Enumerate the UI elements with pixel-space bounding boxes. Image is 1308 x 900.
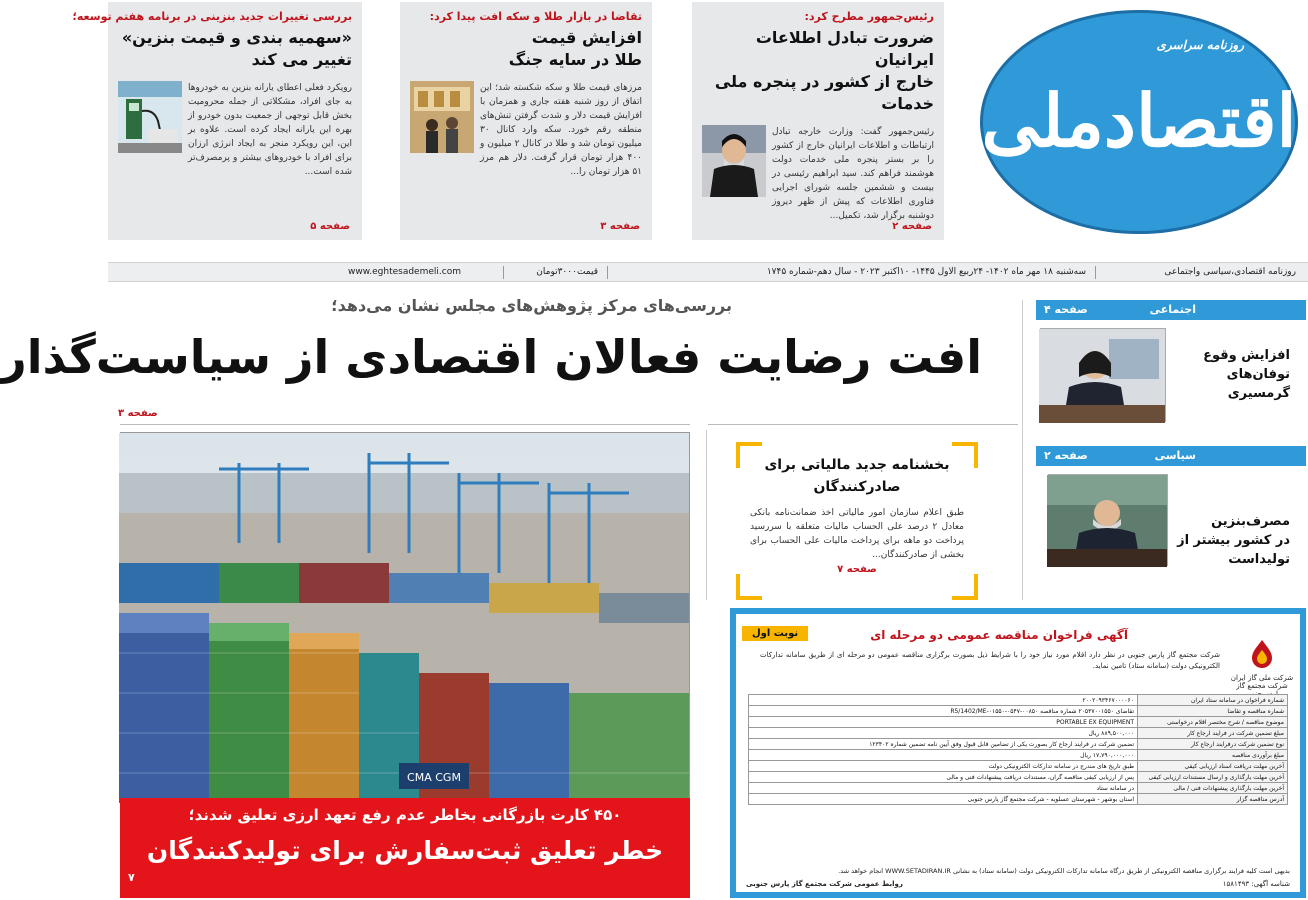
red-headline: خطر تعلیق ثبت‌سفارش برای تولیدکنندگان	[146, 836, 664, 865]
column-divider	[1022, 300, 1023, 600]
ad-field-value: طبق تاریخ های مندرج در سامانه تدارکات الکترونیکی دولت	[749, 761, 1138, 772]
corner	[736, 574, 762, 600]
red-kicker: ۴۵۰ کارت بازرگانی بخاطر عدم رفع تعهد ارزی تعلیق شدند؛	[188, 806, 622, 824]
headline-line: گرمسیری	[1227, 386, 1290, 401]
ad-table-row	[749, 706, 1288, 717]
issue-date: سه‌شنبه ۱۸ مهر ماه ۱۴۰۲- ۲۴ربیع الاول ۱۴۴۵- ۱۰اکتبر ۲۰۲۳ - سال دهم-شماره ۱۷۴۵	[766, 267, 1086, 277]
headline-line-1: افزایش قیمت	[531, 28, 642, 47]
column-divider	[706, 430, 707, 600]
ad-content	[736, 614, 1300, 892]
headline-line-2: طلا در سایه جنگ	[508, 50, 642, 69]
sidebar-social[interactable]	[1036, 300, 1306, 440]
headline-line-1: ضرورت تبادل اطلاعات ایرانیان	[755, 28, 934, 69]
ad-field-value: در سامانه ستاد	[749, 783, 1138, 794]
teaser-body	[410, 81, 642, 179]
spokesperson-photo	[1040, 328, 1166, 422]
corner	[952, 574, 978, 600]
ad-company-name: شرکت ملی گاز ایران شرکت مجتمع گاز	[1230, 674, 1294, 690]
headline-line-1: بخشنامه جدید مالیاتی برای	[764, 457, 950, 473]
port-illustration	[119, 433, 689, 803]
gold-market-photo	[410, 81, 474, 153]
ad-field-value: ۱۷,۷۹۰,۰۰۰,۰۰۰ ریال	[749, 750, 1138, 761]
teaser-president[interactable]	[692, 2, 944, 240]
ad-table-row	[749, 739, 1288, 750]
section-page-ref[interactable]: صفحه ۴	[1044, 303, 1088, 316]
ad-field-value: PORTABLE EX EQUIPMENT	[749, 717, 1138, 728]
sidebar-politics[interactable]	[1036, 446, 1306, 596]
headline-line: مصرف‌بنزین	[1211, 514, 1290, 529]
fuel-station-photo	[118, 81, 182, 153]
ad-badge: نوبت اول	[742, 626, 808, 641]
teaser-body-text: مرزهای قیمت طلا و سکه شکسته شد؛ این اتفاق از روز شنبه هفته جاری و همزمان با افزایش قیمت دلار و شدت گرفتن تنش‌های منطقه رقم خورد. سکه وارد کانال ۳۰ میلیون تومان شد و طلا در کانال ۲ میلیون و ۴۰۰ هزار تومان قرار گرفت. دلار هم مرز ۵۱ هزار تومان را...	[480, 83, 642, 177]
masthead-info-bar	[108, 262, 1308, 282]
divider	[503, 266, 504, 279]
ad-table-row	[749, 761, 1288, 772]
ad-field-label: آخرین مهلت بارگذاری و ارسال مستندات ارزیابی کیفی	[1138, 772, 1288, 783]
tax-page-ref[interactable]: صفحه ۷	[837, 564, 877, 575]
website-link[interactable]: www.eghtesademeli.com	[348, 267, 461, 277]
social-headline	[1203, 346, 1290, 403]
red-headline-box[interactable]	[120, 798, 690, 898]
ad-footnote: بدیهی است کلیه فرایند برگزاری مناقصه الکترونیکی از طریق درگاه سامانه تدارکات الکترونیکی دولت (سامانه ستاد) به نشانی WWW.SETADIRAN.IR انجام خواهد شد.	[838, 867, 1290, 875]
ad-field-label: شماره فراخوان در سامانه ستاد ایران	[1138, 695, 1288, 706]
ad-table-row	[749, 783, 1288, 794]
teaser-kicker: تقاضا در بازار طلا و سکه افت پیدا کرد:	[429, 10, 642, 23]
teaser-headline[interactable]	[410, 27, 642, 71]
divider	[708, 424, 1018, 425]
section-label: سیاسی	[1154, 449, 1196, 462]
divider	[1095, 266, 1096, 279]
logo-subtitle: روزنامه سراسری	[1156, 38, 1244, 52]
headline-line-2: تغییر می کند	[251, 50, 352, 69]
teaser-headline[interactable]	[702, 27, 934, 115]
main-page-ref[interactable]: صفحه ۳	[118, 408, 158, 419]
ad-id: شناسه آگهی: ۱۵۸۱۴۹۳	[1222, 880, 1290, 888]
politics-headline	[1177, 512, 1290, 569]
tax-circular-box[interactable]	[736, 442, 978, 600]
tender-advertisement[interactable]	[730, 608, 1306, 898]
ad-field-value: پس از ارزیابی کیفی مناقصه گران، مستندات دریافت پیشنهادات فنی و مالی	[749, 772, 1138, 783]
section-label: روزنامه اقتصادی،سیاسی واجتماعی	[1164, 267, 1296, 277]
ad-field-label: نوع تضمین شرکت درفرایند ارجاع کار	[1138, 739, 1288, 750]
ad-field-label: شماره مناقصه و تقاضا	[1138, 706, 1288, 717]
tax-body: طبق اعلام سازمان امور مالیاتی اخذ ضمانت‌نامه بانکی معادل ۲ درصد علی الحساب مالیات متعلقه با سررسید پرداخت دو ماهه برای پرداخت مالیات علی الحساب برای بخشی از صادرکنندگان...	[750, 508, 965, 560]
ad-signature: روابط عمومی شرکت مجتمع گاز پارس جنوبی	[746, 880, 903, 888]
teaser-body	[702, 125, 934, 223]
teaser-page[interactable]: صفحه ۲	[892, 221, 932, 232]
headline-line-2: صادرکنندگان	[813, 479, 901, 495]
newspaper-logo[interactable]	[974, 4, 1304, 240]
main-supra-headline: بررسی‌های مرکز پژوهش‌های مجلس نشان می‌دهد؛	[331, 296, 732, 315]
tax-headline	[750, 454, 964, 498]
ad-field-label: آخرین مهلت دریافت اسناد ارزیابی کیفی	[1138, 761, 1288, 772]
divider	[120, 424, 690, 425]
teaser-gasoline[interactable]	[72, 2, 362, 240]
container-brand-text: CMA CGM	[407, 771, 461, 784]
ad-company	[1228, 638, 1296, 698]
red-page-ref[interactable]: ۷	[128, 871, 135, 884]
headline-line: افزایش وقوع	[1203, 348, 1290, 363]
ad-table-row	[749, 728, 1288, 739]
ad-table	[748, 694, 1288, 805]
headline-line: در کشور بیشتر از	[1177, 533, 1290, 548]
corner	[952, 442, 978, 468]
teaser-page[interactable]: صفحه ۵	[310, 221, 350, 232]
ad-intro: شرکت مجتمع گاز پارس جنوبی در نظر دارد اقلام مورد نیاز خود را با شرایط ذیل بصورت برگزاری مناقصه عمومی دو مرحله ای از طریق سامانه تدارکات الکترونیکی دولت (سامانه ستاد) تامین نماید.	[760, 651, 1220, 670]
teaser-headline[interactable]	[118, 27, 352, 71]
ad-table-row	[749, 750, 1288, 761]
ad-field-value: استان بوشهر - شهرستان عسلویه - شرکت مجتمع گاز پارس جنوبی	[749, 794, 1138, 805]
logo-title: اقتصادملی	[981, 78, 1297, 163]
ad-field-value: ۲۰۰۲۰۹۳۴۶۷۰۰۰۰۶۰	[749, 695, 1138, 706]
ad-title: آگهی فراخوان مناقصه عمومی دو مرحله ای	[870, 628, 1128, 642]
teaser-kicker: بررسی تغییرات جدید بنزینی در برنامه هفتم توسعه؛	[72, 10, 352, 23]
teaser-body-text: رئیس‌جمهور گفت: وزارت خارجه تبادل ارتباطات و اطلاعات ایرانیان خارج از کشور را بر بستر پنجره ملی خدمات دولت هوشمند فراهم کند. سید ابراهیم رئیسی در بیست و ششمین جلسه شورای اجرایی فناوری اطلاعات که پیش از ظهر دیروز دوشنبه برگزار شد، تکمیل...	[772, 127, 934, 221]
ad-field-label: موضوع مناقصه / شرح مختصر اقلام درخواستی	[1138, 717, 1288, 728]
headline-line: توفان‌های	[1226, 367, 1290, 382]
ad-table-row	[749, 772, 1288, 783]
corner	[736, 442, 762, 468]
section-bar-social	[1036, 300, 1306, 320]
ad-table-row	[749, 717, 1288, 728]
ad-field-label: آخرین مهلت بارگذاری پیشنهادات فنی / مالی	[1138, 783, 1288, 794]
ad-field-label: مبلغ تضمین شرکت در فرایند ارجاع کار	[1138, 728, 1288, 739]
ad-field-value: تضمین شرکت در فرایند ارجاع کار بصورت یکی از تضامین قابل قبول وفق آیین نامه تضمین شماره ۱۲۳۴۰۲	[749, 739, 1138, 750]
container-port-photo	[120, 432, 690, 802]
ad-field-label: آدرس مناقصه گزار	[1138, 794, 1288, 805]
teaser-gold[interactable]	[400, 2, 652, 240]
teaser-body-text: رویکرد فعلی اعطای یارانه بنزین به خودروها به جای افراد، مشکلاتی از جمله محرومیت بخش قابل توجهی از جمعیت بدون خودرو از بهره این یارانه ایجاد کرده است. علاوه بر این، این رویکرد منجر به ایجاد انرژی ارزان برای افراد با خودروهای بیشتر و پرمصرف‌تر شده است...	[188, 83, 352, 177]
headline-line-2: خارج از کشور در پنجره ملی خدمات	[714, 72, 934, 113]
price: قیمت۳۰۰۰تومان	[536, 267, 598, 277]
ad-field-label: مبلغ برآوردی مناقصه	[1138, 750, 1288, 761]
headline-line: تولیداست	[1228, 552, 1290, 567]
ad-table-row	[749, 794, 1288, 805]
gas-company-logo-icon	[1242, 638, 1282, 672]
teaser-page[interactable]: صفحه ۳	[600, 221, 640, 232]
main-headline[interactable]: افت رضایت فعالان اقتصادی از سیاست‌گذار	[0, 330, 982, 384]
ad-field-value: ۸۸۹,۵۰۰,۰۰۰ ریال	[749, 728, 1138, 739]
speaker-photo	[1048, 474, 1168, 566]
section-label: اجتماعی	[1149, 303, 1196, 316]
ad-table-row	[749, 695, 1288, 706]
section-bar-politics	[1036, 446, 1306, 466]
president-photo	[702, 125, 766, 197]
teaser-body	[118, 81, 352, 179]
headline-line-1: «سهمیه بندی و قیمت بنزین»	[121, 28, 352, 47]
section-page-ref[interactable]: صفحه ۲	[1044, 449, 1088, 462]
teaser-kicker: رئیس‌جمهور مطرح کرد:	[804, 10, 934, 23]
ad-field-value: تقاضای ۲۰۵۳۷۰۰۱۵۵۰ شماره مناقصه ۰۰۸۵۰-۰۵۴۷-۰۱۵۵۰-R5/1402/ME	[749, 706, 1138, 717]
divider	[607, 266, 608, 279]
